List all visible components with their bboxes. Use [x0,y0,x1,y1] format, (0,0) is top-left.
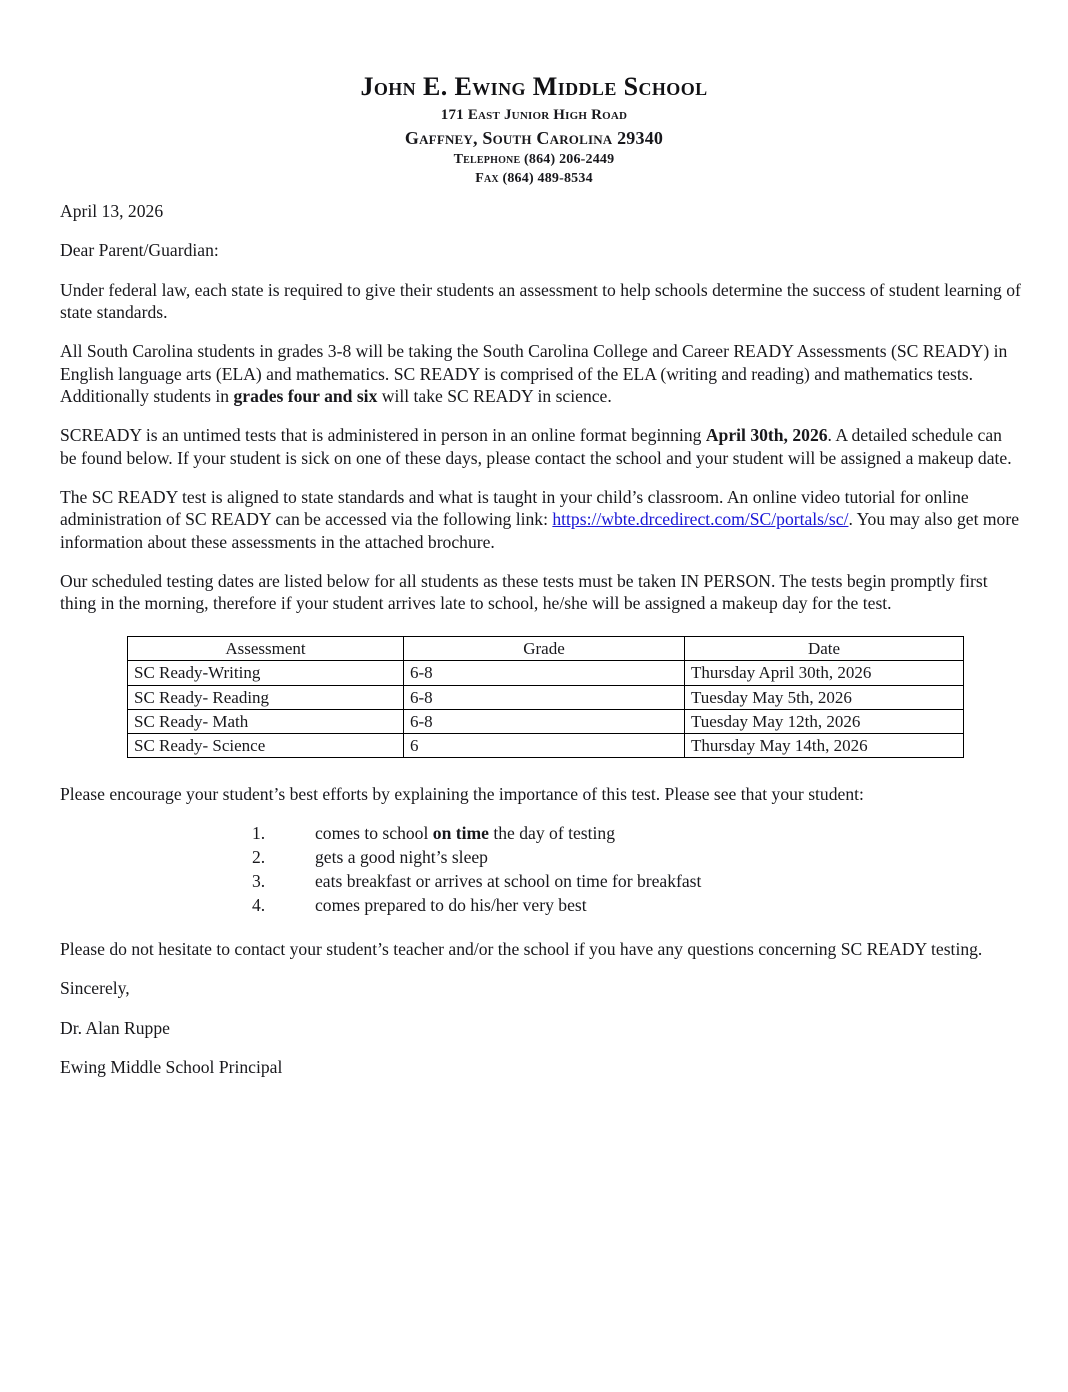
list-item-text-part2: the day of testing [488,823,616,844]
list-item [60,870,1022,893]
paragraph-sc-ready-overview-emphasis: grades four and six [233,386,378,407]
cell-grade: 6-8 [404,685,685,709]
testing-schedule-table [127,636,964,758]
paragraph-federal-law: Under federal law, each state is required to give their students an assessment to help schools determine the success of student learning of state standards. [60,279,1021,323]
paragraph-contact-invitation: Please do not hesitate to contact your student’s teacher and/or the school if you have any questions concerning SC READY testing. [60,939,983,959]
list-item-emphasis: on time [432,823,489,844]
list-item-number: 3. [252,871,266,892]
testing-schedule-table-wrapper [127,636,963,758]
cell-date: Tuesday May 5th, 2026 [685,685,964,709]
table-header-row [128,637,964,661]
list-item-number: 2. [252,847,266,868]
signer-title: Ewing Middle School Principal [60,1057,283,1078]
paragraph-sc-ready-overview [60,340,1022,407]
list-item-number: 1. [252,823,266,844]
encouragement-section [60,783,1022,918]
paragraph-scready-schedule-part2: . A detailed schedule can be found below. If your student is sick on one of these days, please contact the school and your student will be assigned a makeup date. [60,425,1012,468]
signer-name: Dr. Alan Ruppe [60,1017,170,1038]
letter-body [60,200,1022,632]
list-item-number: 4. [252,894,266,915]
list-item-text-part1: comes to school [315,823,433,844]
column-header-date: Date [685,637,964,661]
cell-assessment: SC Ready- Math [128,709,404,733]
paragraph-tutorial-link-part2: . You may also get more information about these assessments in the attached brochure. [60,509,1020,552]
cell-date: Tuesday May 12th, 2026 [685,709,964,733]
school-city-state-zip: Gaffney, South Carolina 29340 [404,128,664,148]
school-telephone: Telephone (864) 206-2449 [453,152,615,167]
list-item-text-part1: gets a good night’s sleep [315,847,488,868]
student-checklist [60,822,1022,916]
table-row [128,661,964,685]
cell-grade: 6-8 [404,709,685,733]
school-fax: Fax (864) 489-8534 [475,171,593,186]
list-item [60,894,1022,917]
letter-date: April 13, 2026 [60,201,164,221]
cell-assessment: SC Ready- Science [128,734,404,758]
table-row [128,734,964,758]
cell-grade: 6-8 [404,661,685,685]
column-header-assessment: Assessment [128,637,404,661]
paragraph-testing-dates-intro: Our scheduled testing dates are listed below for all students as these tests must be taken IN PERSON. The tests begin promptly first thing in the morning, therefore if your student arrives late to school, he/she will be assigned a makeup day for the test. [60,571,988,614]
list-item [60,822,1022,845]
cell-date: Thursday May 14th, 2026 [685,734,964,758]
cell-assessment: SC Ready-Writing [128,661,404,685]
table-row [128,709,964,733]
closing-sincerely: Sincerely, [60,978,130,999]
paragraph-scready-schedule-date: April 30th, 2026 [705,425,828,446]
list-item-text-part1: eats breakfast or arrives at school on time for breakfast [315,871,702,892]
column-header-grade: Grade [404,637,685,661]
list-item [60,846,1022,869]
cell-grade: 6 [404,734,685,758]
paragraph-tutorial-link-part1: The SC READY test is aligned to state standards and what is taught in your child’s classroom. An online video tutorial for online administration of SC READY can be accessed via the following link: [60,487,969,530]
table-row [128,685,964,709]
letter-closing [60,938,1022,1078]
paragraph-encouragement: Please encourage your student’s best efforts by explaining the importance of this test. Please see that your student: [60,784,864,804]
paragraph-sc-ready-overview-part1: All South Carolina students in grades 3-8 will be taking the South Carolina College and Career READY Assessments (SC READY) in English language arts (ELA) and mathematics. SC READY is comprised of the ELA (writing and reading) and mathematics tests. Additionally students in [60,341,1008,407]
drc-direct-link[interactable]: https://wbte.drcedirect.com/SC/portals/sc/ [552,509,849,530]
salutation: Dear Parent/Guardian: [60,240,219,261]
letterhead [0,0,1068,186]
paragraph-scready-schedule [60,424,1022,469]
school-street-address: 171 East Junior High Road [440,107,628,123]
cell-date: Thursday April 30th, 2026 [685,661,964,685]
school-name: John E. Ewing Middle School [360,72,708,101]
cell-assessment: SC Ready- Reading [128,685,404,709]
paragraph-sc-ready-overview-part2: will take SC READY in science. [377,386,612,407]
list-item-text-part1: comes prepared to do his/her very best [315,894,587,915]
paragraph-scready-schedule-part1: SCREADY is an untimed tests that is administered in person in an online format beginning [60,425,706,446]
paragraph-tutorial-link [60,486,1022,553]
